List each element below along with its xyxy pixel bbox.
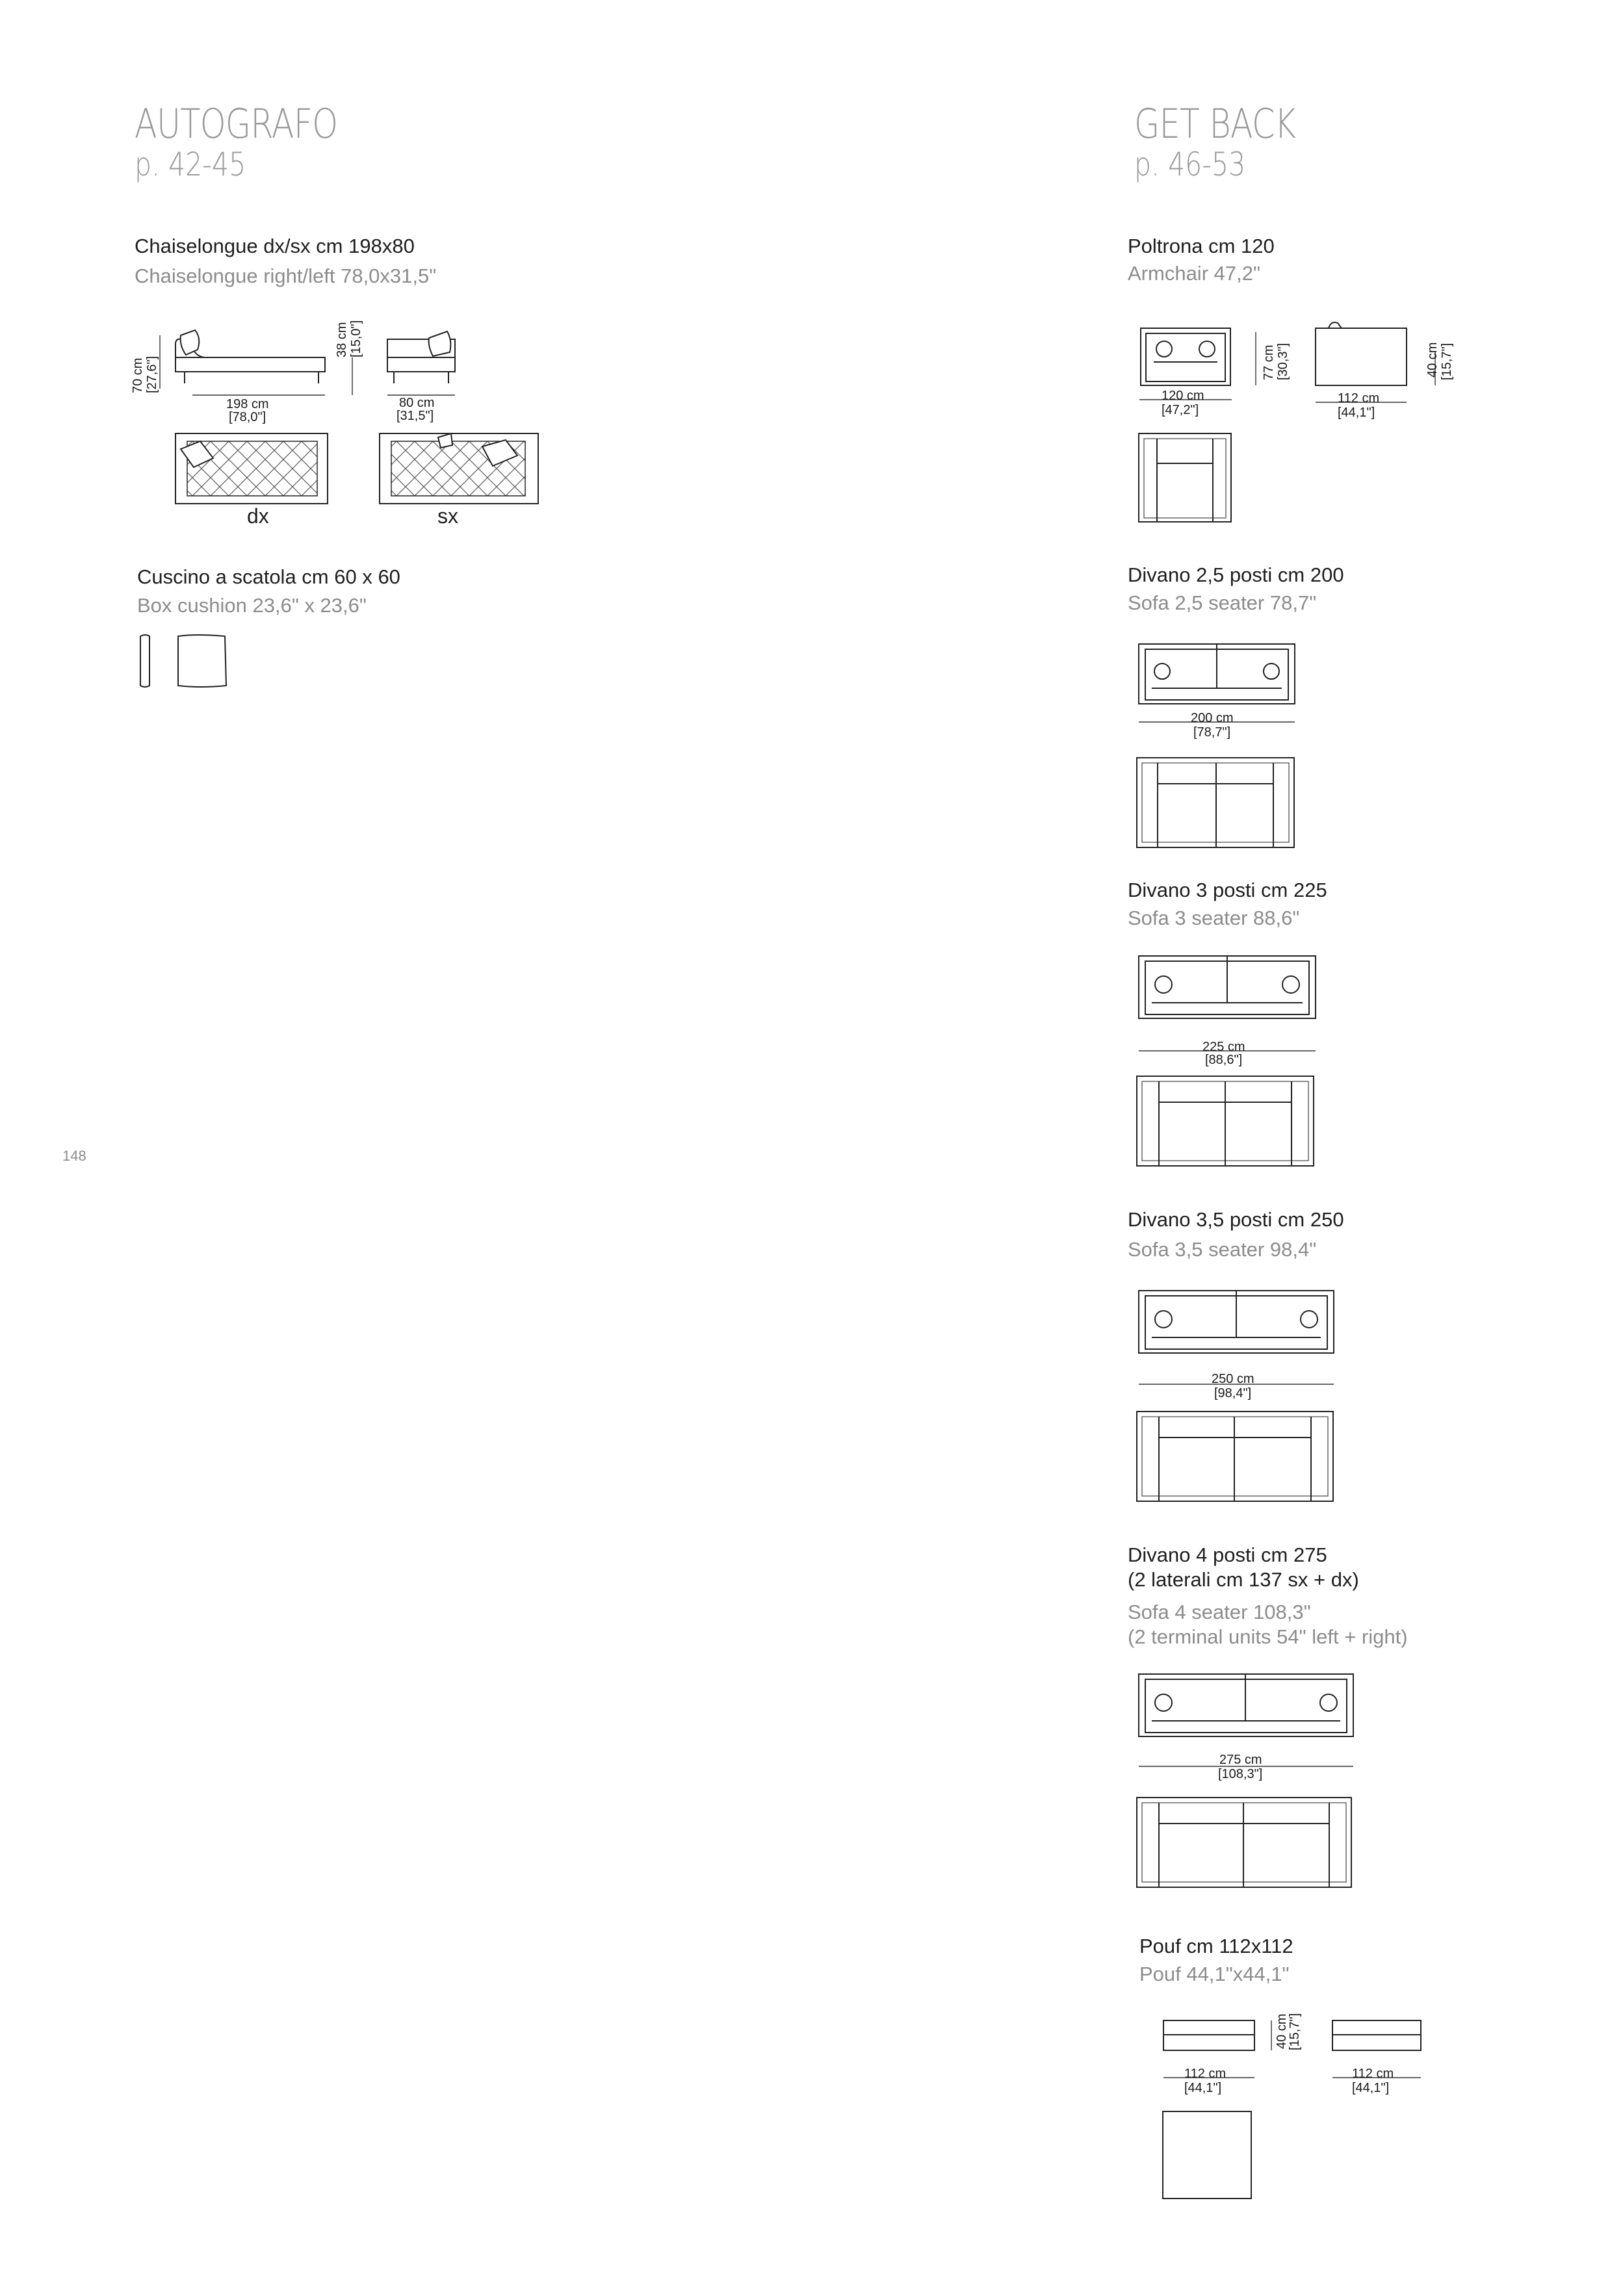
dim-chaise-70: 70 cm [131, 357, 145, 393]
dim-sofa4-in: [108,3"] [1218, 1767, 1263, 1781]
pouf-title-it: Pouf cm 112x112 [1139, 1935, 1293, 1957]
dim-chaise-198-in: [78,0"] [229, 410, 266, 424]
sofa35-title-en: Sofa 3,5 seater 98,4" [1128, 1238, 1317, 1261]
dim-sofa4: 275 cm [1219, 1753, 1262, 1767]
dim-chaise-198: 198 cm [226, 397, 269, 411]
dim-sofa3-in: [88,6"] [1205, 1053, 1243, 1067]
getback-title: GET BACK [1134, 100, 1296, 148]
box-cushion-drawing [138, 634, 248, 692]
dim-armchair-40: 40 cm [1425, 342, 1440, 378]
armchair-side-drawing [1248, 315, 1482, 432]
dim-sofa25-in: [78,7"] [1193, 725, 1231, 740]
chaiselongue-side-drawing [130, 312, 325, 422]
sofa25-front-drawing [1136, 640, 1305, 751]
armchair-title-en: Armchair 47,2" [1128, 262, 1260, 285]
pouf-title-en: Pouf 44,1"x44,1" [1139, 1963, 1290, 1985]
sofa4-title-it-2: (2 laterali cm 137 sx + dx) [1128, 1568, 1359, 1591]
dim-armchair-120: 120 cm [1162, 389, 1204, 403]
armchair-front-drawing [1134, 322, 1238, 426]
armchair-title-it: Poltrona cm 120 [1128, 235, 1275, 257]
sofa25-plan-drawing [1134, 755, 1297, 853]
cushion-title-it: Cuscino a scatola cm 60 x 60 [137, 565, 400, 588]
page-number: 148 [62, 1148, 86, 1164]
sofa3-plan-drawing [1134, 1074, 1316, 1171]
sofa25-title-it: Divano 2,5 posti cm 200 [1128, 563, 1344, 586]
dim-pouf-40-in: [15,7"] [1288, 2013, 1302, 2050]
dim-sofa35-in: [98,4"] [1214, 1386, 1252, 1400]
dim-chaise-38-in: [15,0"] [349, 320, 363, 357]
dim-sofa35: 250 cm [1212, 1372, 1254, 1386]
chaiselongue-label-sx: sx [437, 504, 458, 528]
pouf-side-drawing [1157, 2011, 1475, 2102]
dim-pouf-112b-in: [44,1"] [1352, 2081, 1390, 2095]
cushion-title-en: Box cushion 23,6" x 23,6" [137, 594, 367, 617]
dim-armchair-77: 77 cm [1262, 344, 1276, 380]
dim-chaise-70-in: [27,6"] [145, 355, 159, 393]
chaiselongue-plan-dx [174, 432, 330, 507]
chaiselongue-label-dx: dx [247, 504, 269, 528]
dim-armchair-77-in: [30,3"] [1276, 342, 1290, 380]
dim-armchair-40-in: [15,7"] [1440, 342, 1454, 380]
sofa3-front-drawing [1136, 952, 1325, 1066]
dim-chaise-80-in: [31,5"] [396, 409, 434, 423]
dim-pouf-112-in: [44,1"] [1184, 2081, 1222, 2095]
sofa35-title-it: Divano 3,5 posti cm 250 [1128, 1208, 1344, 1231]
dim-armchair-120-in: [47,2"] [1162, 403, 1199, 417]
pouf-plan-drawing [1160, 2109, 1258, 2203]
chaiselongue-title-it: Chaiselongue dx/sx cm 198x80 [135, 235, 415, 257]
dim-chaise-80: 80 cm [399, 396, 435, 410]
armchair-plan-drawing [1136, 431, 1240, 528]
dim-pouf-40: 40 cm [1275, 2013, 1289, 2049]
dim-pouf-112b: 112 cm [1352, 2067, 1394, 2081]
sofa35-plan-drawing [1134, 1409, 1336, 1506]
dim-pouf-112: 112 cm [1184, 2067, 1227, 2081]
chaiselongue-title-en: Chaiselongue right/left 78,0x31,5" [135, 264, 437, 287]
dim-chaise-38: 38 cm [335, 322, 349, 357]
sofa4-title-en: Sofa 4 seater 108,3" [1128, 1601, 1311, 1623]
autografo-title: AUTOGRAFO [135, 100, 338, 148]
chaiselongue-plan-sx [378, 432, 541, 507]
sofa4-plan-drawing [1134, 1795, 1355, 1892]
dim-armchair-112: 112 cm [1338, 391, 1380, 406]
sofa4-title-en-2: (2 terminal units 54" left + right) [1128, 1625, 1408, 1648]
sofa4-front-drawing [1136, 1670, 1364, 1784]
dim-armchair-112-in: [44,1"] [1338, 406, 1375, 420]
dim-sofa3: 225 cm [1202, 1040, 1245, 1054]
getback-pages: p. 46-53 [1134, 146, 1246, 183]
sofa35-front-drawing [1136, 1287, 1344, 1400]
sofa3-title-it: Divano 3 posti cm 225 [1128, 879, 1327, 901]
sofa3-title-en: Sofa 3 seater 88,6" [1128, 907, 1300, 929]
dim-sofa25: 200 cm [1191, 711, 1234, 725]
chaiselongue-end-drawing [331, 312, 481, 422]
sofa25-title-en: Sofa 2,5 seater 78,7" [1128, 591, 1317, 614]
autografo-pages: p. 42-45 [135, 146, 246, 183]
sofa4-title-it: Divano 4 posti cm 275 [1128, 1543, 1327, 1566]
